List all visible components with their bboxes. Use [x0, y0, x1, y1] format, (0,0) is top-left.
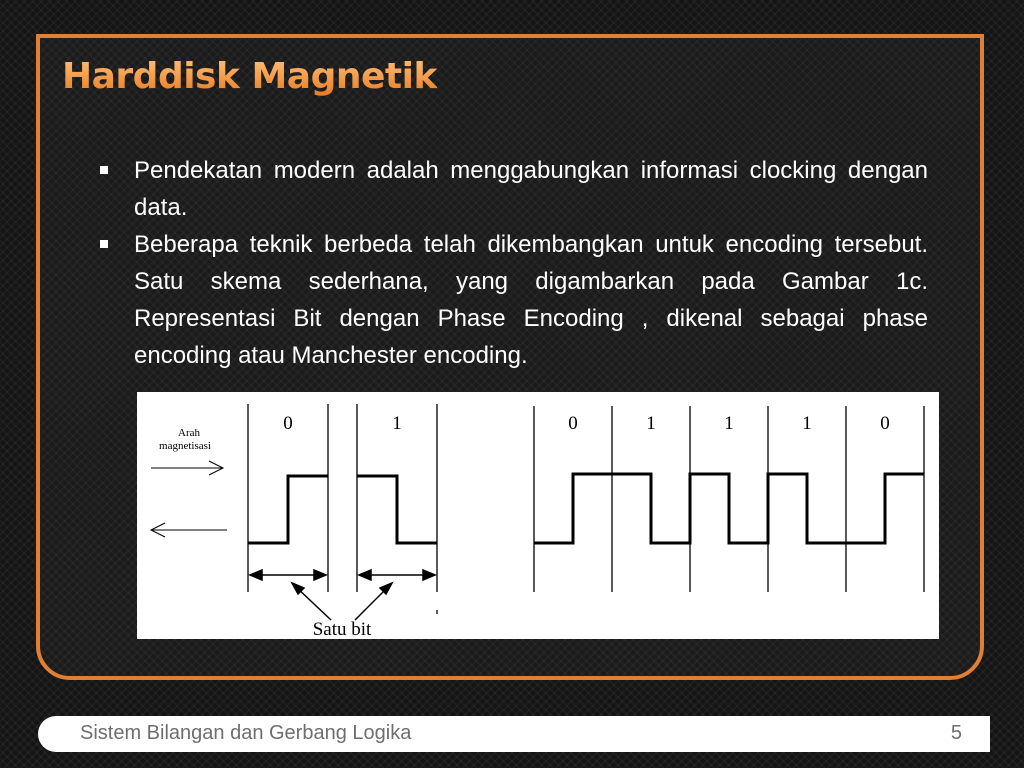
one-bit-label: Satu bit — [312, 619, 372, 639]
bit-label: 0 — [568, 413, 578, 434]
encoding-figure — [137, 392, 939, 639]
bit-label: 1 — [724, 413, 734, 434]
slide-title: Harddisk Magnetik — [62, 56, 437, 97]
waveform-bit-0 — [248, 476, 328, 543]
bullet-list — [96, 152, 928, 374]
arrow-head — [314, 570, 326, 580]
bullet-item — [96, 152, 928, 226]
arrow-head — [250, 570, 262, 580]
bit-label: 1 — [802, 413, 812, 434]
bit-label: 1 — [646, 413, 656, 434]
bit-label: 0 — [283, 413, 293, 434]
bit-label: 0 — [880, 413, 890, 434]
waveform-sequence — [534, 474, 924, 543]
page-number: 5 — [950, 722, 962, 744]
bullet-text: Beberapa teknik berbeda telah dikembangkan untuk encoding tersebut. Satu skema sederhana, yang digambarkan pada Gambar 1c. Representasi Bit dengan Phase Encoding , dikenal sebagai phase encoding atau Manchester encoding. — [134, 231, 928, 369]
phase-encoding-diagram — [137, 392, 939, 639]
direction-label-line2: magnetisasi — [159, 440, 211, 452]
direction-label-line1: Arah — [178, 427, 200, 439]
square-bullet-icon — [100, 166, 108, 174]
bit-label: 1 — [392, 413, 402, 434]
arrow-head — [423, 570, 435, 580]
waveform-bit-1 — [357, 476, 437, 543]
bullet-text: Pendekatan modern adalah menggabungkan informasi clocking dengan data. — [134, 157, 928, 221]
footer-text: Sistem Bilangan dan Gerbang Logika — [80, 722, 412, 744]
arrow-head — [359, 570, 371, 580]
bullet-item — [96, 226, 928, 374]
square-bullet-icon — [100, 240, 108, 248]
